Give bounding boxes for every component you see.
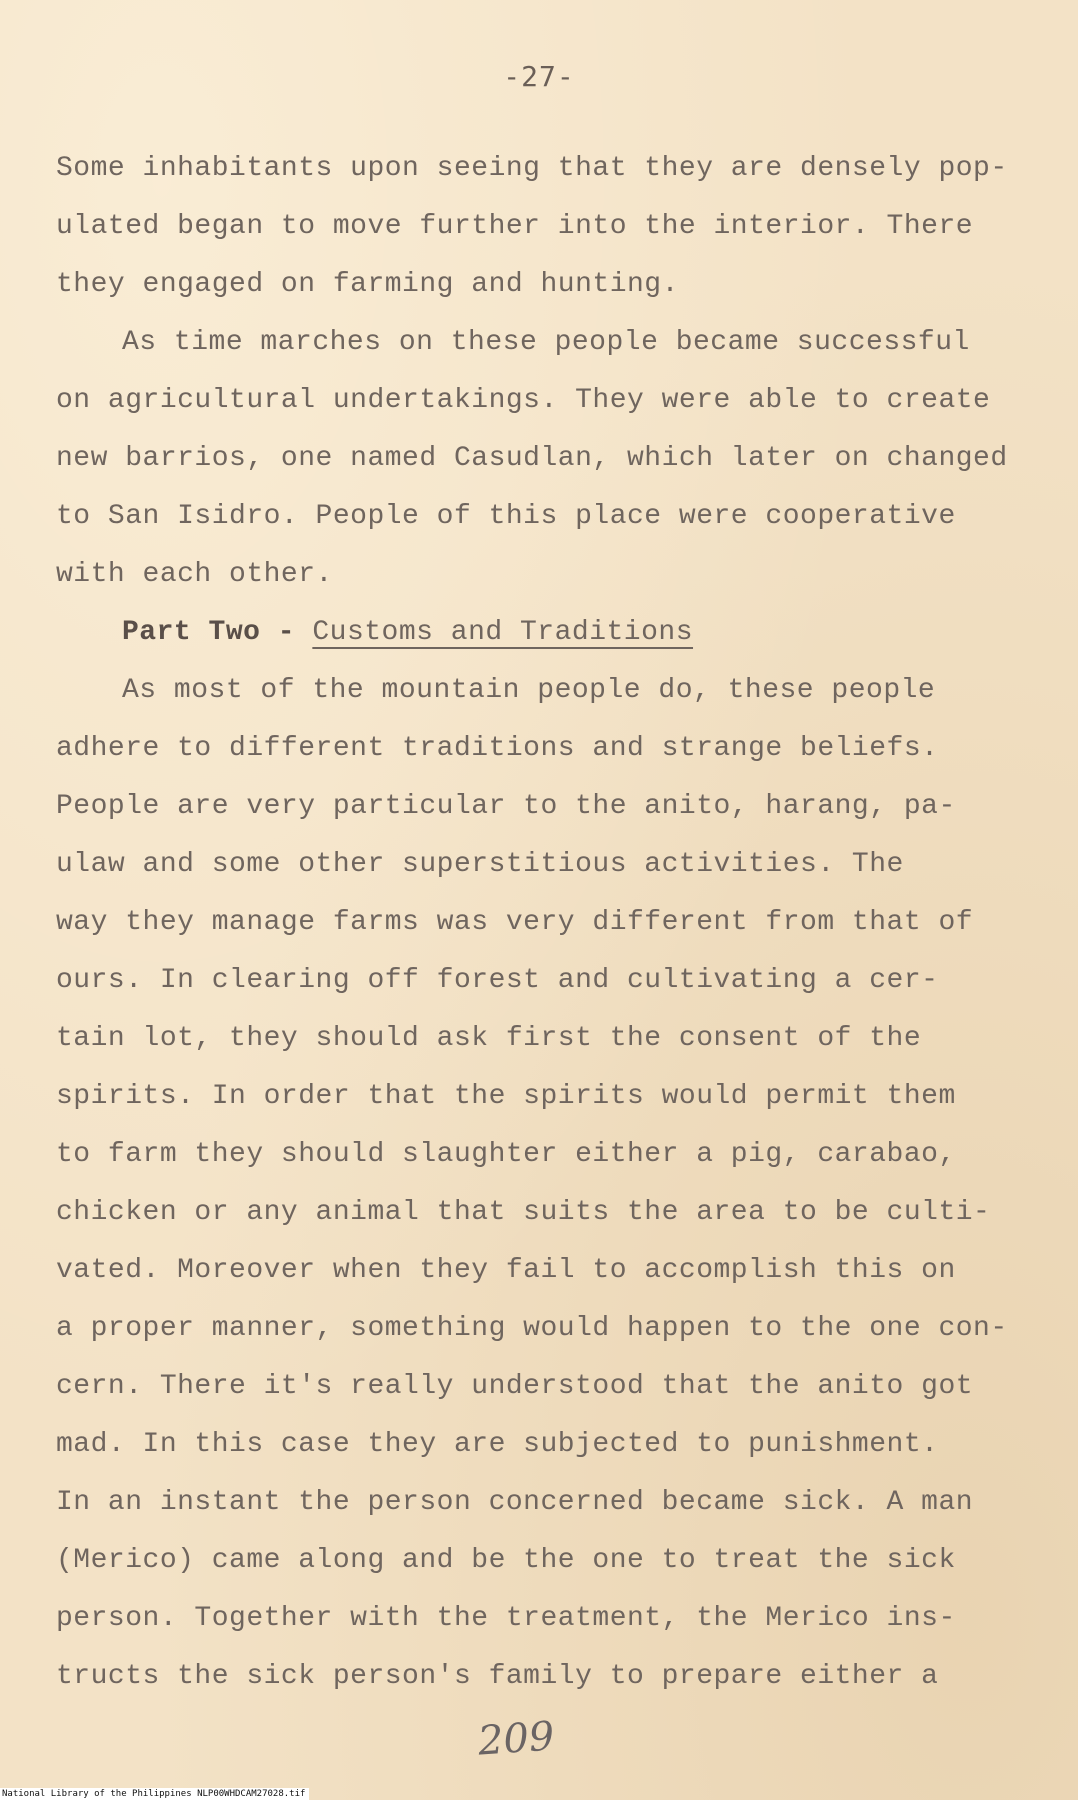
- section-heading-title: Customs and Traditions: [312, 617, 694, 648]
- paragraph-customs: As most of the mountain people do, these people adhere to different traditions and strange beliefs. People are very particular to the anito, harang, pa- ulaw and some other superstitious activities. The way they manage farms was very different from that of ours. In clearing off forest and cultivating a cer- tain lot, they should ask first the consent of the spirits. In order that the spirits would permit them to farm they should slaughter either a pig, carabao, chicken or any animal that suits the area to be culti- vated. Moreover when they fail to accomplish this on a proper manner, something would happen to the one con- cern. There it's really understood that the anito got mad. In this case they are subjected to punishment. In an instant the person concerned became sick. A man (Merico) came along and be the one to treat the sick person. Together with the treatment, the Merico ins- tructs the sick person's family to prepare either a: [56, 675, 1008, 1692]
- section-heading-label: Part Two -: [122, 617, 313, 648]
- archive-source-label: National Library of the Philippines NLP00WHDCAM27028.tif: [0, 1788, 309, 1800]
- section-heading: [56, 604, 1016, 662]
- page-number: -27-: [503, 60, 575, 93]
- handwritten-page-number: 209: [476, 1713, 556, 1765]
- paragraph-inhabitants: Some inhabitants upon seeing that they are densely pop- ulated began to move further into the interior. There they engaged on farming and hunting.: [56, 153, 1008, 300]
- paragraph-agriculture: As time marches on these people became successful on agricultural undertakings. They were able to create new barrios, one named Casudlan, which later on changed to San Isidro. People of this place were cooperative with each other.: [56, 327, 1008, 590]
- document-body: [56, 140, 1016, 1706]
